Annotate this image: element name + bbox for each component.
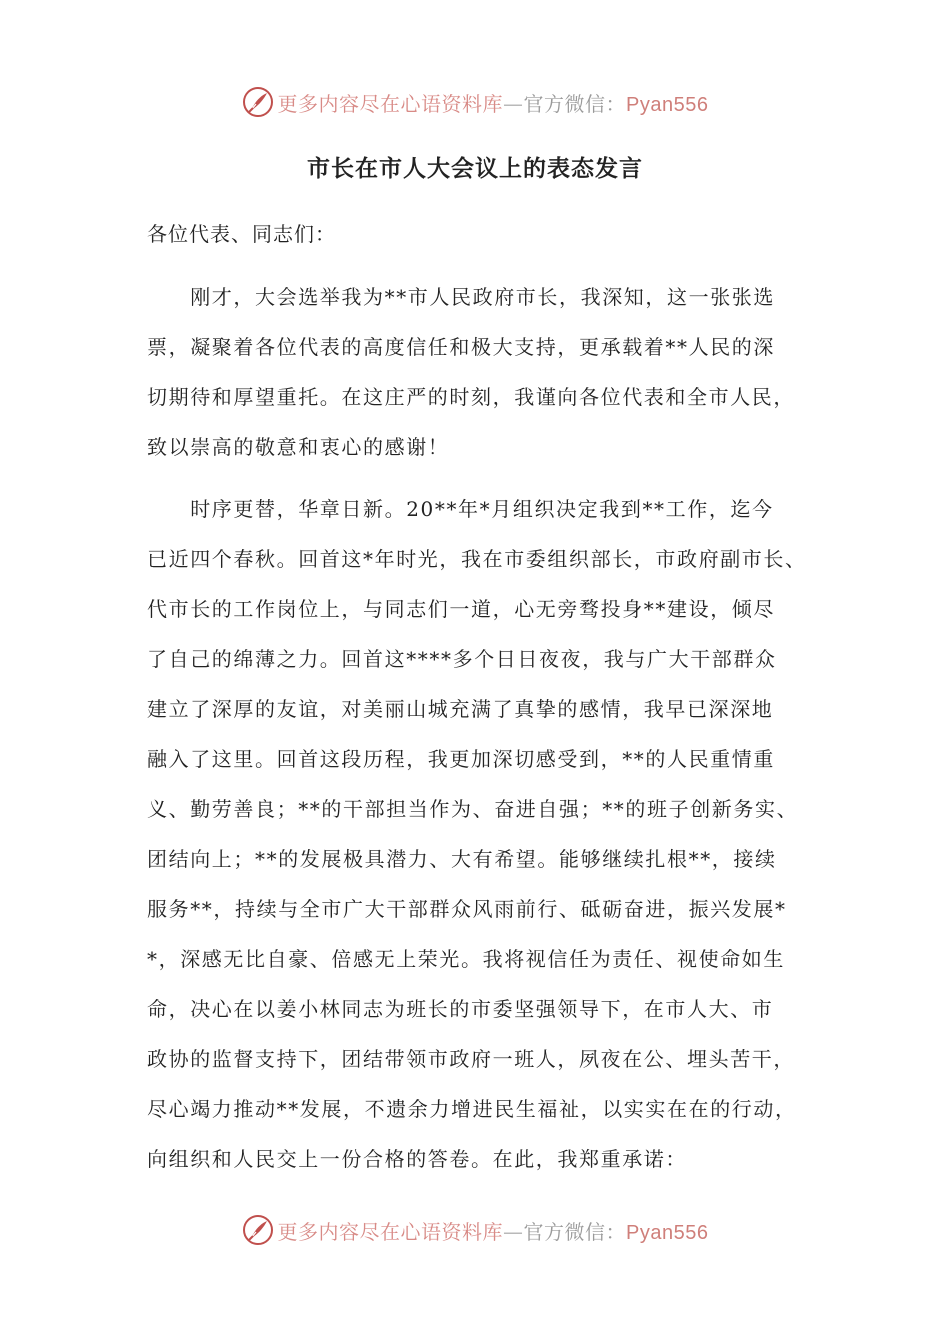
watermark-secondary: 官方微信：: [523, 91, 627, 116]
text-line: 团结向上；**的发展极具潜力、大有希望。能够继续扎根**，接续: [147, 847, 777, 871]
text-line: 代市长的工作岗位上，与同志们一道，心无旁骛投身**建设，倾尽: [147, 597, 775, 621]
text-line: 向组织和人民交上一份合格的答卷。在此，我郑重承诺：: [147, 1147, 687, 1171]
text-line: 时序更替，华章日新。20**年*月组织决定我到**工作，迄今: [147, 497, 774, 521]
text-line: *，深感无比自豪、倍感无上荣光。我将视信任为责任、视使命如生: [147, 947, 785, 971]
header-watermark: [0, 82, 950, 122]
watermark-primary: 更多内容尽在心语资料库: [277, 91, 504, 116]
text-line: 刚才，大会选举我为**市人民政府市长，我深知，这一张张选: [147, 285, 775, 309]
quill-pen-logo-icon: [242, 86, 274, 118]
text-line: 义、勤劳善良；**的干部担当作为、奋进自强；**的班子创新务实、: [147, 797, 799, 821]
text-line: 已近四个春秋。回首这*年时光，我在市委组织部长，市政府副市长、: [147, 547, 807, 571]
watermark-text: [278, 88, 709, 117]
watermark-text: [278, 1216, 709, 1245]
text-line: 融入了这里。回首这段历程，我更加深切感受到，**的人民重情重: [147, 747, 775, 771]
text-line: 了自己的绵薄之力。回首这****多个日日夜夜，我与广大干部群众: [147, 647, 777, 671]
text-line: 票，凝聚着各位代表的高度信任和极大支持，更承载着**人民的深: [147, 335, 775, 359]
watermark-dash: —: [503, 91, 524, 116]
text-line: 建立了深厚的友谊，对美丽山城充满了真挚的感情，我早已深深地: [147, 697, 774, 721]
text-line: 服务**，持续与全市广大干部群众风雨前行、砥砺奋进，振兴发展*: [147, 897, 787, 921]
text-line: 尽心竭力推动**发展，不遗余力增进民生福祉，以实实在在的行动，: [147, 1097, 797, 1121]
text-line: 致以崇高的敬意和衷心的感谢！: [147, 435, 450, 459]
paragraph-1: [147, 272, 795, 472]
salutation: 各位代表、同志们：: [147, 222, 336, 246]
quill-pen-logo-icon: [242, 1214, 274, 1246]
watermark-dash: —: [503, 1219, 524, 1244]
watermark-secondary: 官方微信：: [523, 1219, 627, 1244]
text-line: 政协的监督支持下，团结带领市政府一班人，夙夜在公、埋头苦干，: [147, 1047, 795, 1071]
document-title: 市长在市人大会议上的表态发言: [307, 156, 643, 182]
text-line: 切期待和厚望重托。在这庄严的时刻，我谨向各位代表和全市人民，: [147, 385, 795, 409]
watermark-primary: 更多内容尽在心语资料库: [277, 1219, 504, 1244]
watermark-id: Pyan556: [626, 93, 709, 116]
paragraph-2: [147, 484, 807, 1184]
watermark-id: Pyan556: [626, 1221, 709, 1244]
footer-watermark: [0, 1210, 950, 1250]
text-line: 命，决心在以姜小林同志为班长的市委坚强领导下，在市人大、市: [147, 997, 774, 1021]
